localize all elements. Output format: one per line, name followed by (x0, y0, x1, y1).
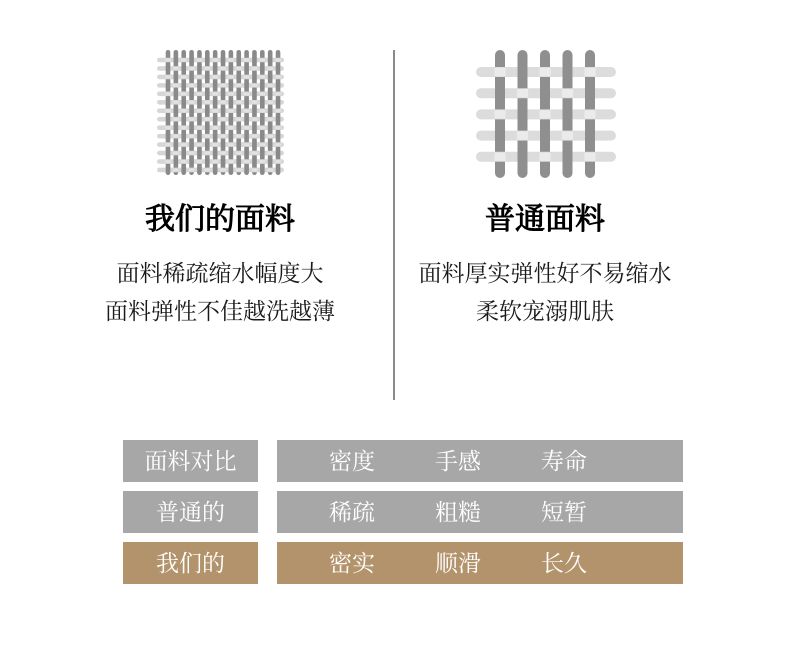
dense-weave-icon (30, 42, 410, 182)
ours-density-value: 密实 (329, 550, 375, 576)
ours-values-cell (277, 542, 683, 584)
ours-feel-value: 顺滑 (435, 550, 481, 576)
header-col-density: 密度 (329, 448, 375, 474)
our-fabric-panel (30, 0, 410, 330)
comparison-table (123, 440, 683, 593)
ordinary-fabric-desc-line2: 柔软宠溺肌肤 (476, 298, 614, 324)
table-header-row (123, 440, 683, 482)
header-col-lifespan: 寿命 (541, 448, 587, 474)
panel-divider (393, 50, 395, 400)
loose-weave-icon (355, 42, 735, 182)
ordinary-fabric-description (355, 254, 735, 330)
ordinary-fabric-panel (355, 0, 735, 330)
dense-weave-icon-svg (150, 42, 290, 182)
our-fabric-desc-line2: 面料弹性不佳越洗越薄 (105, 298, 335, 324)
our-fabric-description (30, 254, 410, 330)
ordinary-lifespan-value: 短暂 (541, 499, 587, 525)
ordinary-values-cell (277, 491, 683, 533)
loose-weave-icon-svg (470, 42, 620, 182)
ordinary-fabric-title: 普通面料 (485, 203, 605, 236)
table-row-ordinary (123, 491, 683, 533)
ordinary-feel-value: 粗糙 (435, 499, 481, 525)
header-label-cell: 面料对比 (123, 440, 258, 482)
header-values-cell (277, 440, 683, 482)
ours-lifespan-value: 长久 (541, 550, 587, 576)
our-fabric-desc-line1: 面料稀疏缩水幅度大 (116, 260, 324, 286)
ordinary-density-value: 稀疏 (329, 499, 375, 525)
our-fabric-title: 我们的面料 (145, 203, 295, 236)
ours-label-cell: 我们的 (123, 542, 258, 584)
header-col-feel: 手感 (435, 448, 481, 474)
ordinary-label-cell: 普通的 (123, 491, 258, 533)
table-row-ours (123, 542, 683, 584)
ordinary-fabric-desc-line1: 面料厚实弹性好不易缩水 (418, 260, 672, 286)
